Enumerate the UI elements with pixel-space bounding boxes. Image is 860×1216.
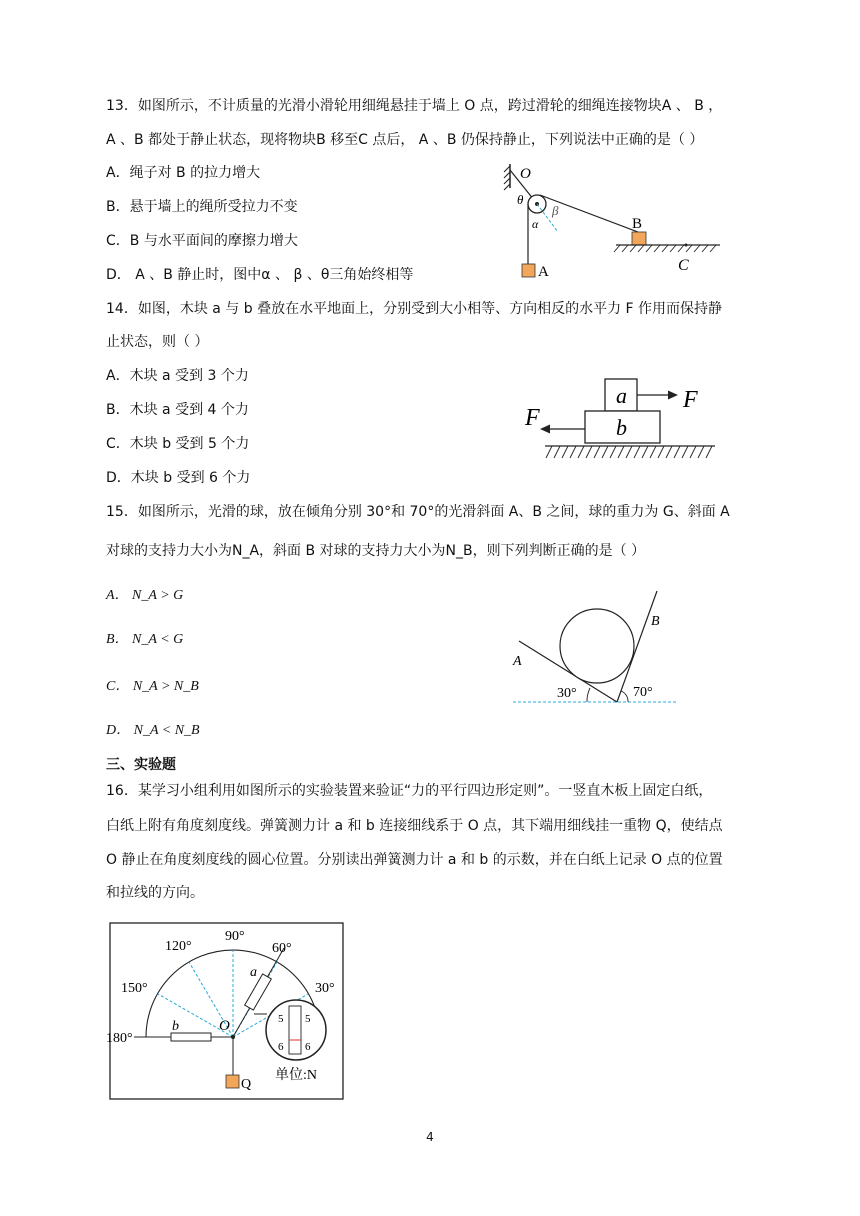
q14-stem-line1: 14．如图，木块 a 与 b 叠放在水平地面上，分别受到大小相等、方向相反的水平力 F 作用而保持静 — [106, 301, 723, 317]
q14-ground — [540, 444, 720, 466]
q16-scale-5-right: 5 — [305, 1013, 311, 1025]
q16-line4: 和拉线的方向。 — [106, 885, 204, 901]
section-title: 三、实验题 — [106, 757, 176, 773]
q16-label-90: 90° — [225, 929, 245, 944]
q13-label-c: C — [678, 257, 689, 274]
q16-scale-6-left: 6 — [278, 1041, 284, 1053]
q15-stem-line2: 对球的支持力大小为N_A，斜面 B 对球的支持力大小为N_B，则下列判断正确的是（ ） — [106, 543, 646, 559]
q14-label-f-left: F — [525, 405, 540, 431]
q15-arc-70 — [621, 691, 628, 702]
q15-option-a: A． N_A > G — [106, 588, 184, 603]
q14-label-f-right: F — [683, 387, 698, 413]
q13-label-theta: θ — [517, 192, 524, 207]
q13-option-c: C．B 与水平面间的摩擦力增大 — [106, 233, 298, 249]
q15-option-d: D． N_A < N_B — [106, 723, 200, 738]
q13-block-a — [522, 264, 535, 277]
q16-label-120: 120° — [165, 939, 192, 954]
q15-option-b: B． N_A < G — [106, 632, 184, 647]
q16-label-unit: 单位:N — [275, 1068, 317, 1083]
q14-option-b: B．木块 a 受到 4 个力 — [106, 402, 249, 418]
q13-block-b — [632, 232, 646, 245]
q16-scale-5-left: 5 — [278, 1013, 284, 1025]
q13-option-d: D． A 、B 静止时，图中α 、 β 、θ三角始终相等 — [106, 267, 414, 283]
q16-label-q: Q — [241, 1077, 252, 1092]
q15-option-c: C． N_A > N_B — [106, 679, 199, 694]
q16-line2: 白纸上附有角度刻度线。弹簧测力计 a 和 b 连接细线系于 O 点，其下端用细线挂一重物 Q，使结点 — [106, 818, 723, 834]
q14-figure — [520, 372, 720, 440]
q15-arc-30 — [587, 688, 590, 702]
q16-figure — [106, 922, 345, 1100]
q14-label-a: a — [616, 383, 627, 408]
q16-label-60: 60° — [272, 941, 292, 956]
q16-line1: 16．某学习小组利用如图所示的实验装置来验证“力的平行四边形定则”。一竖直木板上固定白纸， — [106, 783, 713, 799]
q16-weight-q — [226, 1075, 239, 1088]
q14-stem-line2: 止状态，则（ ） — [106, 334, 209, 350]
q13-point-c — [685, 244, 688, 247]
q14-option-d: D．木块 b 受到 6 个力 — [106, 470, 251, 486]
q13-figure — [500, 160, 740, 285]
q13-ground-hatch — [614, 245, 716, 252]
q16-label-a: a — [250, 965, 257, 980]
q13-wall-hatch — [504, 166, 510, 190]
q13-label-o: O — [520, 166, 531, 182]
q15-label-b: B — [651, 614, 660, 629]
q13-label-a: A — [538, 264, 549, 280]
q13-stem-line1: 13．如图所示，不计质量的光滑小滑轮用细绳悬挂于墙上 O 点，跨过滑轮的细绳连接物块A 、 B ， — [106, 98, 723, 114]
q15-label-70: 70° — [633, 685, 653, 700]
q15-ball — [560, 609, 634, 683]
q15-stem-line1: 15．如图所示，光滑的球，放在倾角分别 30°和 70°的光滑斜面 A、B 之间，球的重力为 G、斜面 A — [106, 504, 730, 520]
q15-figure — [505, 585, 690, 710]
q16-label-180: 180° — [106, 1031, 133, 1046]
q13-option-b: B．悬于墙上的绳所受拉力不变 — [106, 199, 298, 215]
q16-label-30: 30° — [315, 981, 335, 996]
q16-line3: O 静止在角度刻度线的圆心位置。分别读出弹簧测力计 a 和 b 的示数，并在白纸上记录 O 点的位置 — [106, 852, 723, 868]
q13-stem-line2: A 、B 都处于静止状态，现将物块B 移至C 点后， A 、B 仍保持静止，下列说法中正确的是（ ） — [106, 132, 704, 148]
q16-knot-o — [231, 1035, 235, 1039]
q15-label-a: A — [513, 654, 522, 669]
q16-scale-6-right: 6 — [305, 1041, 311, 1053]
q14-arrowhead-left — [540, 425, 550, 434]
q13-label-beta: β — [552, 203, 559, 218]
page-number: 4 — [426, 1130, 434, 1144]
q16-spring-scale-b — [171, 1033, 211, 1041]
q16-label-o: O — [219, 1018, 230, 1034]
q14-arrowhead-right — [668, 391, 678, 400]
q13-option-a: A．绳子对 B 的拉力增大 — [106, 165, 261, 181]
q14-option-a: A．木块 a 受到 3 个力 — [106, 368, 249, 384]
q16-label-150: 150° — [121, 981, 148, 996]
q14-label-b: b — [616, 415, 627, 440]
q13-label-b: B — [632, 216, 643, 232]
q15-label-30: 30° — [557, 686, 577, 701]
q14-ground-hatch — [546, 446, 712, 458]
q16-label-b: b — [172, 1019, 179, 1034]
q16-scale-detail — [289, 1006, 301, 1054]
q13-label-alpha: α — [532, 217, 539, 231]
q14-option-c: C．木块 b 受到 5 个力 — [106, 436, 250, 452]
